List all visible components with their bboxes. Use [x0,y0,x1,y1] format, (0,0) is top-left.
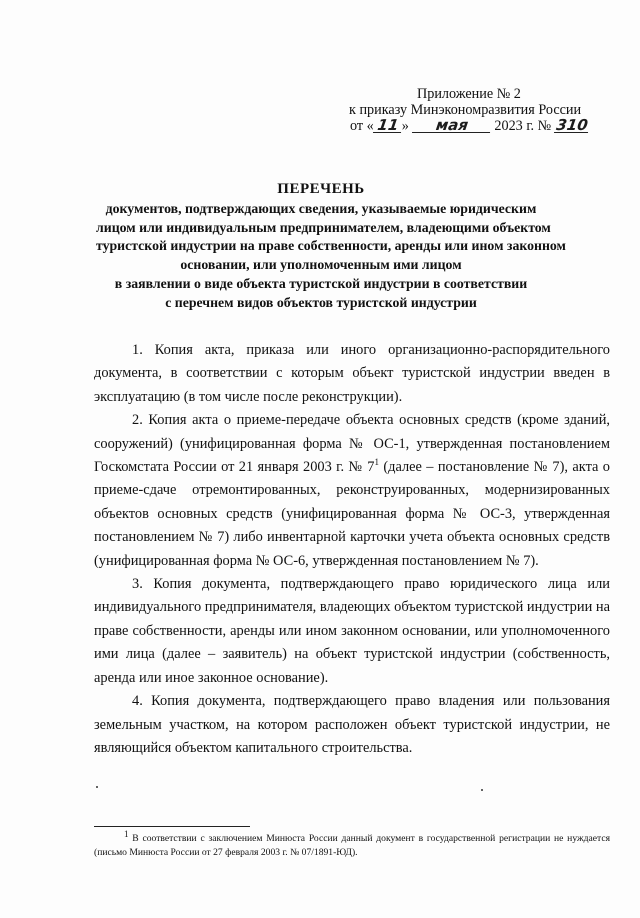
document-body [94,339,610,760]
appendix-date-line [340,118,610,134]
handwritten-month: мая [412,118,492,133]
heading-line: основании, или уполномоченным ими лицом [180,257,462,273]
date-mid: » [401,118,409,134]
date-year-text: 2023 г. № [494,118,552,134]
footnote-separator [94,826,250,827]
scan-speck [481,789,483,791]
appendix-order-ref: к приказу Минэкономразвития России [349,102,582,118]
paragraph-3: 3. Копия документа, подтверждающего право юридического лица или индивидуального предпринимателя, владеющих объектом туристской индустрии на праве собственности, аренды или ином законном основании, или уполномоченного ими лица (далее – заявитель) на объект туристской индустрии (собственность, аренда или иное законное основание). [94,576,610,686]
heading-line: в заявлении о виде объекта туристской индустрии в соответствии [114,275,528,291]
date-prefix: от « [350,118,374,134]
paragraph-2 [94,409,610,573]
footnote-text [94,828,610,859]
footnote-ref: 1 [374,457,379,468]
heading-line: с перечнем видов объектов туристской индустрии [165,294,477,310]
paragraph-2-part-b: (далее – постановление № 7), акта о приеме-сдаче отремонтированных, реконструированных, модернизированных объектов основных средств (унифицированная форма № ОС-3, утвержденная постановлением № 7) либо инвентарной карточки учета объекта основных средств (унифицированная форма № ОС-6, утвержденная постановлением № 7). [94,459,610,569]
heading-line: документов, подтверждающих сведения, указываемые юридическим [105,200,537,216]
paragraph-4: 4. Копия документа, подтверждающего право владения или пользования земельным участком, на котором расположен объект туристской индустрии, не являющийся объектом капитального строительства. [94,693,610,756]
paragraph-2-part-a: 2. Копия акта о приеме-передаче объекта основных средств (кроме зданий, сооружений) (унифицированная форма № ОС-1, утвержденная постановлением Госкомстата России от 21 января 2003 г. № 7 [94,412,610,476]
footnote-body: В соответствии с заключением Минюста России данный документ в государственной регистрации не нуждается (письмо Минюста России от 27 февраля 2003 г. № 07/1891-ЮД). [94,833,610,858]
handwritten-day: 11 [373,118,403,133]
paragraph-1: 1. Копия акта, приказа или иного организационно-распорядительного документа, в соответствии с которым объект туристской индустрии введен в эксплуатацию (в том числе после реконструкции). [94,342,610,405]
heading-title: ПЕРЕЧЕНЬ [277,181,365,197]
footnote [94,828,610,859]
appendix-stamp [340,86,610,134]
heading-line: лицом или индивидуальным предпринимателем, владеющими объектом [96,219,551,235]
handwritten-order-number: 310 [555,116,590,134]
document-heading [96,180,566,313]
heading-line: туристской индустрии на праве собственности, аренды или ином законном [96,238,566,254]
appendix-number: Приложение № 2 [417,86,521,102]
footnote-marker: 1 [124,828,129,839]
scan-speck [96,786,98,788]
